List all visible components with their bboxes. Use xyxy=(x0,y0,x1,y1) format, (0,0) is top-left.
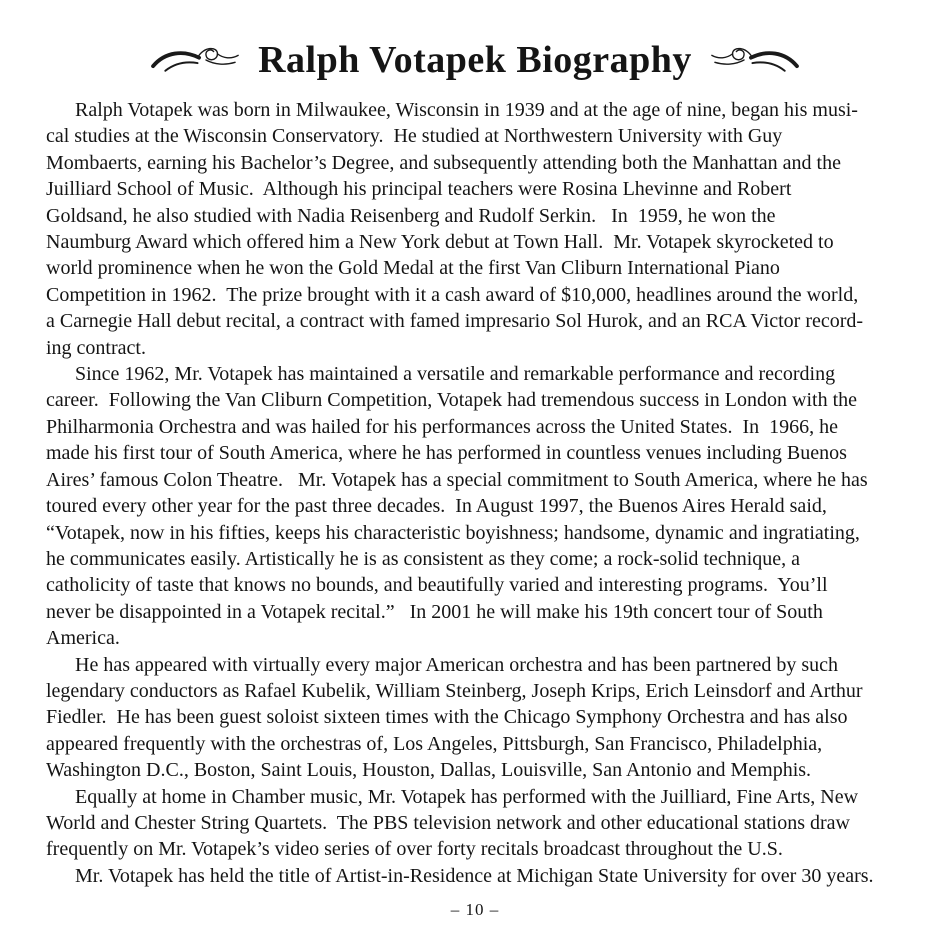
text-line: made his first tour of South America, where he has performed in countless venues including Buenos xyxy=(46,442,847,465)
paragraph xyxy=(46,784,916,863)
text-line: Naumburg Award which offered him a New York debut at Town Hall. Mr. Votapek skyrocketed to xyxy=(46,231,834,254)
text-line: toured every other year for the past three decades. In August 1997, the Buenos Aires Herald said, xyxy=(46,495,827,518)
text-line: “Votapek, now in his fifties, keeps his characteristic boyishness; handsome, dynamic and ingratiating, xyxy=(46,521,860,544)
text-line: Juilliard School of Music. Although his principal teachers were Rosina Lhevinne and Robert xyxy=(46,178,792,201)
text-line: legendary conductors as Rafael Kubelik, William Steinberg, Joseph Krips, Erich Leinsdorf and Arthur xyxy=(46,679,863,702)
text-line: Since 1962, Mr. Votapek has maintained a versatile and remarkable performance and recording xyxy=(75,363,836,386)
text-line: career. Following the Van Cliburn Competition, Votapek had tremendous success in London with the xyxy=(46,389,857,412)
paragraph xyxy=(46,361,916,651)
text-line: cal studies at the Wisconsin Conservatory. He studied at Northwestern University with Guy xyxy=(46,125,783,148)
text-line: America. xyxy=(46,627,120,650)
text-line: Mombaerts, earning his Bachelor’s Degree, and subsequently attending both the Manhattan and the xyxy=(46,151,841,174)
text-line: Washington D.C., Boston, Saint Louis, Houston, Dallas, Louisville, San Antonio and Memphis. xyxy=(46,759,812,782)
text-line: Competition in 1962. The prize brought with it a cash award of $10,000, headlines around the world, xyxy=(46,283,859,306)
text-line: world prominence when he won the Gold Medal at the first Van Cliburn International Piano xyxy=(46,257,780,280)
text-line: catholicity of taste that knows no bounds, and beautifully varied and interesting programs. You’ll xyxy=(46,574,828,597)
text-line: Mr. Votapek has held the title of Artist-in-Residence at Michigan State University for over 30 years. xyxy=(75,864,874,887)
flourish-left-icon xyxy=(150,40,242,80)
text-line: Goldsand, he also studied with Nadia Reisenberg and Rudolf Serkin. In 1959, he won the xyxy=(46,204,776,227)
paragraph xyxy=(46,863,916,889)
text-line: Ralph Votapek was born in Milwaukee, Wisconsin in 1939 and at the age of nine, began his musi- xyxy=(75,99,858,121)
text-line: Aires’ famous Colon Theatre. Mr. Votapek has a special commitment to South America, where he has xyxy=(46,468,868,491)
text-line: a Carnegie Hall debut recital, a contract with famed impresario Sol Hurok, and an RCA Victor record- xyxy=(46,310,864,333)
text-line: World and Chester String Quartets. The PBS television network and other educational stations draw xyxy=(46,811,850,834)
page-number: – 10 – xyxy=(450,900,500,919)
text-line: Fiedler. He has been guest soloist sixteen times with the Chicago Symphony Orchestra and has also xyxy=(46,706,848,729)
flourish-right-icon xyxy=(708,40,800,80)
text-line: frequently on Mr. Votapek’s video series of over forty recitals broadcast throughout the U.S. xyxy=(46,838,783,861)
text-line: he communicates easily. Artistically he is as consistent as they come; a rock-solid technique, a xyxy=(46,547,801,570)
paragraph xyxy=(46,97,916,361)
title-row xyxy=(0,34,950,86)
text-line: He has appeared with virtually every major American orchestra and has been partnered by such xyxy=(75,653,839,676)
text-line: appeared frequently with the orchestras of, Los Angeles, Pittsburgh, San Francisco, Philadelphia, xyxy=(46,732,823,755)
text-line: Philharmonia Orchestra and was hailed for his performances across the United States. In 1966, he xyxy=(46,415,838,438)
biography-text xyxy=(46,97,916,889)
text-line: ing contract. xyxy=(46,336,146,359)
paragraph xyxy=(46,652,916,784)
page-title: Ralph Votapek Biography xyxy=(258,39,692,81)
text-line: Equally at home in Chamber music, Mr. Votapek has performed with the Juilliard, Fine Arts, New xyxy=(75,785,859,808)
text-line: never be disappointed in a Votapek recital.” In 2001 he will make his 19th concert tour of South xyxy=(46,600,823,623)
